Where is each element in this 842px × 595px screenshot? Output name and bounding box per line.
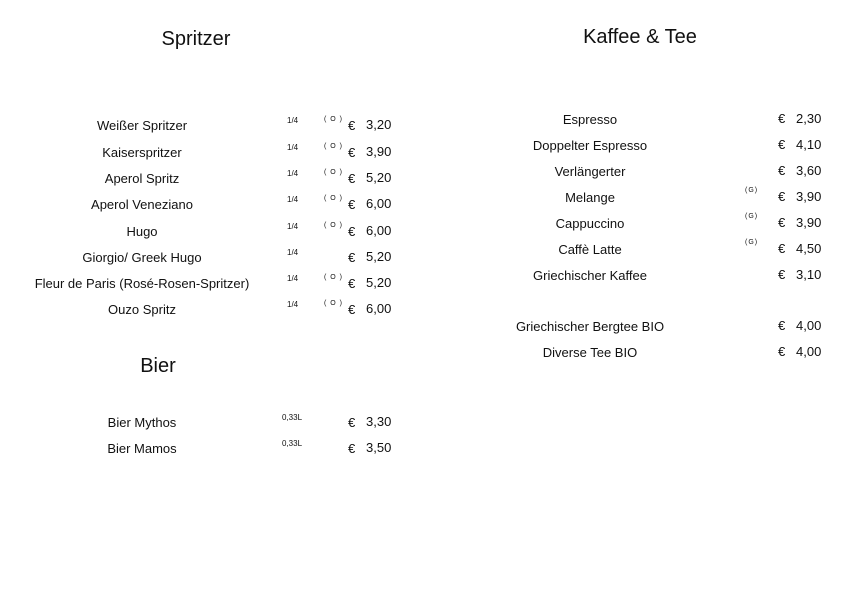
item-price: 3,90 <box>366 144 392 159</box>
item-price: 5,20 <box>366 249 392 264</box>
item-size: 1/4 <box>287 169 299 178</box>
item-price: 3,50 <box>366 440 392 455</box>
currency-symbol: € <box>348 441 356 456</box>
item-name: Aperol Veneziano <box>91 197 193 212</box>
item-name: Caffè Latte <box>558 242 622 257</box>
item-allergen-mark: ( O ) <box>324 195 343 202</box>
menu-item <box>0 441 420 459</box>
menu-item <box>0 415 420 433</box>
item-price: 3,90 <box>796 215 822 230</box>
menu-item <box>0 344 842 362</box>
item-allergen-mark: ( O ) <box>324 169 343 176</box>
spritzer-title: Spritzer <box>161 28 231 50</box>
item-size: 1/4 <box>287 116 299 125</box>
currency-symbol: € <box>778 189 786 204</box>
item-allergen-mark: ( O ) <box>324 116 343 123</box>
item-name: Bier Mamos <box>107 441 177 456</box>
currency-symbol: € <box>778 318 786 333</box>
menu-item <box>0 241 842 259</box>
currency-symbol: € <box>778 267 786 282</box>
currency-symbol: € <box>348 145 356 160</box>
item-price: 4,10 <box>796 137 822 152</box>
currency-symbol: € <box>348 224 356 239</box>
item-name: Doppelter Espresso <box>532 138 648 153</box>
currency-symbol: € <box>348 250 356 265</box>
item-price: 2,30 <box>796 111 822 126</box>
item-price: 4,00 <box>796 344 822 359</box>
currency-symbol: € <box>778 163 786 178</box>
item-price: 4,50 <box>796 241 822 256</box>
menu-item <box>0 318 842 336</box>
currency-symbol: € <box>778 215 786 230</box>
currency-symbol: € <box>348 118 356 133</box>
item-price: 3,60 <box>796 163 822 178</box>
item-name: Ouzo Spritz <box>108 302 176 317</box>
item-name: Verlängerter <box>554 164 626 179</box>
bier-title: Bier <box>140 355 176 377</box>
item-price: 3,90 <box>796 189 822 204</box>
item-size: 1/4 <box>287 222 299 231</box>
item-price: 5,20 <box>366 170 392 185</box>
menu-item <box>0 267 842 285</box>
currency-symbol: € <box>348 197 356 212</box>
item-allergen-mark: ( O ) <box>324 274 343 281</box>
menu-item <box>0 137 842 155</box>
item-size: 1/4 <box>287 274 299 283</box>
item-name: Hugo <box>126 224 158 239</box>
currency-symbol: € <box>348 302 356 317</box>
menu-item <box>0 163 842 181</box>
item-allergen-mark: ( O ) <box>324 300 343 307</box>
item-name: Espresso <box>562 112 618 127</box>
item-allergen-mark: ( O ) <box>324 222 343 229</box>
item-name: Griechischer Kaffee <box>533 268 647 283</box>
item-allergen-mark: (G) <box>745 239 759 246</box>
menu-item <box>0 189 842 207</box>
item-price: 3,20 <box>366 117 392 132</box>
item-name: Diverse Tee BIO <box>542 345 638 360</box>
item-allergen-mark: (G) <box>745 187 759 194</box>
kaffee-tee-title: Kaffee & Tee <box>583 26 697 48</box>
currency-symbol: € <box>348 171 356 186</box>
currency-symbol: € <box>778 241 786 256</box>
item-name: Bier Mythos <box>107 415 177 430</box>
item-name: Melange <box>565 190 615 205</box>
item-allergen-mark: (G) <box>745 213 759 220</box>
item-name: Cappuccino <box>555 216 625 231</box>
currency-symbol: € <box>778 111 786 126</box>
item-name: Weißer Spritzer <box>96 118 188 133</box>
item-name: Giorgio/ Greek Hugo <box>82 250 202 265</box>
item-name: Fleur de Paris (Rosé-Rosen-Spritzer) <box>34 276 250 291</box>
menu-item <box>0 111 842 129</box>
item-size: 1/4 <box>287 143 299 152</box>
item-price: 3,10 <box>796 267 822 282</box>
currency-symbol: € <box>348 415 356 430</box>
item-size: 0,33L <box>282 413 303 422</box>
currency-symbol: € <box>778 344 786 359</box>
item-size: 1/4 <box>287 248 299 257</box>
item-size: 1/4 <box>287 195 299 204</box>
item-size: 1/4 <box>287 300 299 309</box>
item-price: 3,30 <box>366 414 392 429</box>
currency-symbol: € <box>348 276 356 291</box>
item-size: 0,33L <box>282 439 303 448</box>
item-name: Griechischer Bergtee BIO <box>515 319 665 334</box>
item-price: 6,00 <box>366 301 392 316</box>
item-price: 5,20 <box>366 275 392 290</box>
item-price: 6,00 <box>366 223 392 238</box>
menu-item <box>0 215 842 233</box>
item-allergen-mark: ( O ) <box>324 143 343 150</box>
item-name: Aperol Spritz <box>104 171 180 186</box>
item-price: 4,00 <box>796 318 822 333</box>
item-price: 6,00 <box>366 196 392 211</box>
currency-symbol: € <box>778 137 786 152</box>
item-name: Kaiserspritzer <box>102 145 182 160</box>
